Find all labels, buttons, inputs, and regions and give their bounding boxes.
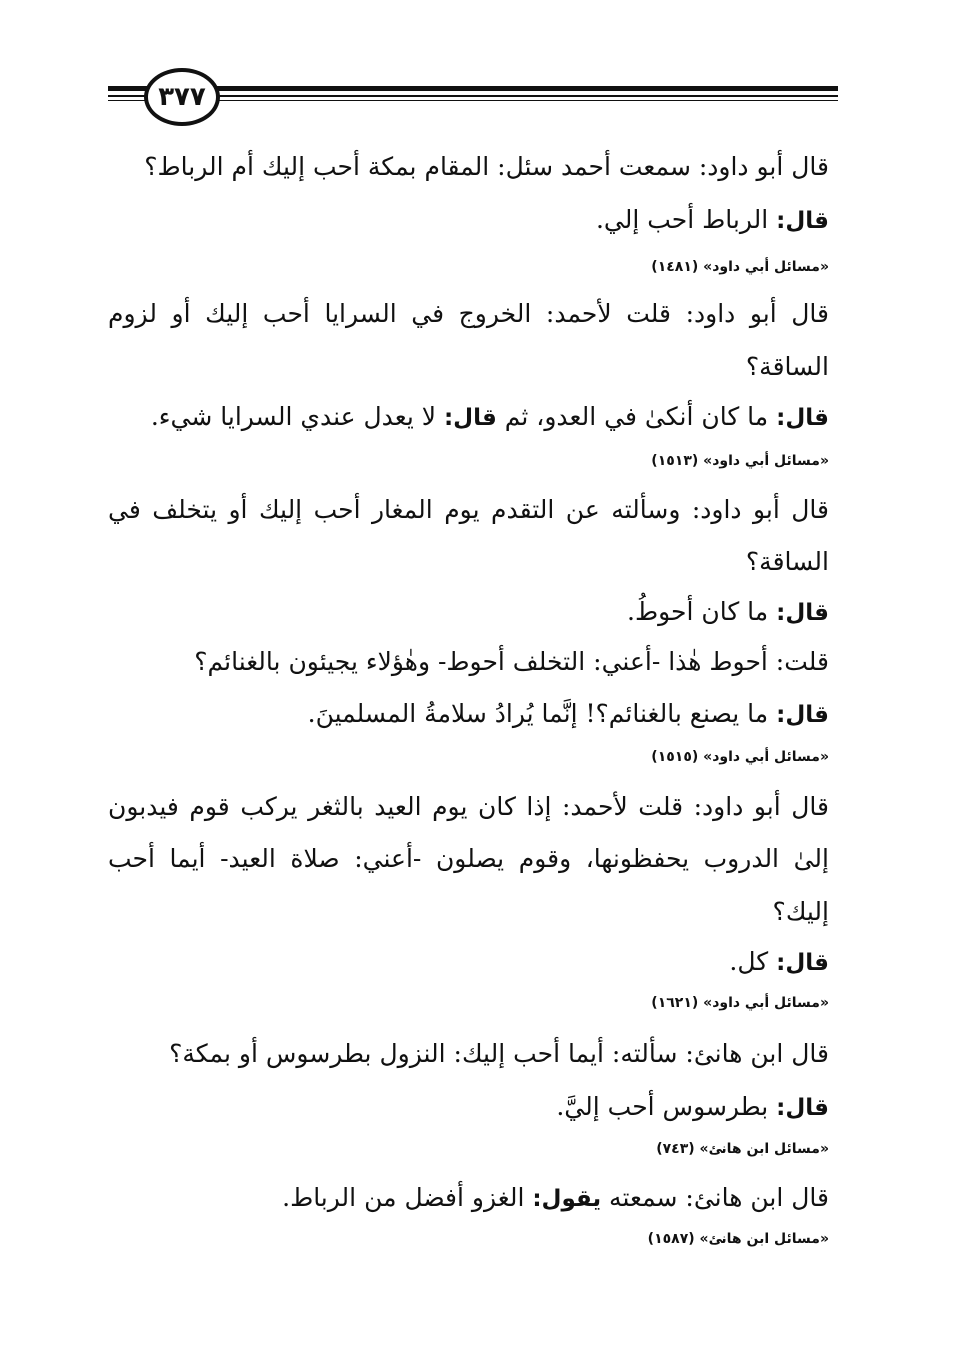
source-citation: «مسائل أبي داود» (١٥١٣) — [651, 453, 829, 469]
text-line: قال: ما كان أحوطُ. — [627, 597, 829, 626]
source-citation: «مسائل أبي داود» (١٤٨١) — [651, 259, 829, 275]
text-line: الساقة؟ — [745, 352, 829, 381]
label-qala: قال: — [443, 405, 497, 431]
page-number: ٣٧٧ — [158, 82, 206, 112]
text-line: قال: كل. — [729, 947, 829, 976]
text-line: إليك؟ — [772, 897, 829, 926]
label-qala: قال: — [776, 1095, 829, 1121]
label-qala: قال: — [776, 600, 829, 626]
text-line: قال: بطرسوس أحب إليَّ. — [556, 1092, 829, 1121]
page-number-badge — [144, 68, 220, 126]
text-line: قال أبو داود: سمعت أحمد سئل: المقام بمكة أحب إليك أم الرباط؟ — [144, 152, 829, 181]
source-citation: «مسائل أبي داود» (١٦٢١) — [651, 995, 829, 1011]
text-line: قال ابن هانئ: سمعته يقول: الغزو أفضل من الرباط. — [282, 1183, 829, 1212]
source-citation: «مسائل ابن هانئ» (٧٤٣) — [656, 1141, 829, 1157]
page-header — [108, 62, 838, 138]
source-citation: «مسائل ابن هانئ» (١٥٨٧) — [647, 1231, 829, 1247]
label-qala: قال: — [776, 702, 829, 728]
text-line: قال: ما كان أنكىٰ في العدو، ثم قال: لا يعدل عندي السرايا شيء. — [150, 402, 829, 431]
text-line: قال ابن هانئ: سألته: أيما أحب إليك: النزول بطرسوس أو بمكة؟ — [169, 1039, 829, 1068]
text-line: قال: الرباط أحب إلي. — [595, 205, 829, 234]
text-line: قال: ما يصنع بالغنائم؟! إنَّما يُرادُ سلامةُ المسلمينَ. — [307, 699, 829, 728]
text-line: قال أبو داود: قلت لأحمد: إذا كان يوم العيد بالثغر يركب قوم فيدبون — [108, 792, 829, 821]
text-line: إلىٰ الدروب يحفظونها، وقوم يصلون -أعني: صلاة العيد- أيما أحب — [108, 844, 829, 873]
label-qala: قال: — [776, 405, 829, 431]
text-line: الساقة؟ — [745, 547, 829, 576]
text-line: قلت: أحوط هٰذا -أعني: التخلف أحوط- وهٰؤلاء يجيئون بالغنائم؟ — [194, 647, 829, 676]
label-qala: قال: — [776, 950, 829, 976]
label-qala: قال: — [776, 208, 829, 234]
text-line: قال أبو داود: قلت لأحمد: الخروج في السرايا أحب إليك أو لزوم — [108, 299, 829, 328]
label-yaqul: يقول: — [532, 1186, 602, 1212]
text-line: قال أبو داود: وسألته عن التقدم يوم المغار أحب إليك أو يتخلف في — [108, 495, 829, 524]
source-citation: «مسائل أبي داود» (١٥١٥) — [651, 749, 829, 765]
